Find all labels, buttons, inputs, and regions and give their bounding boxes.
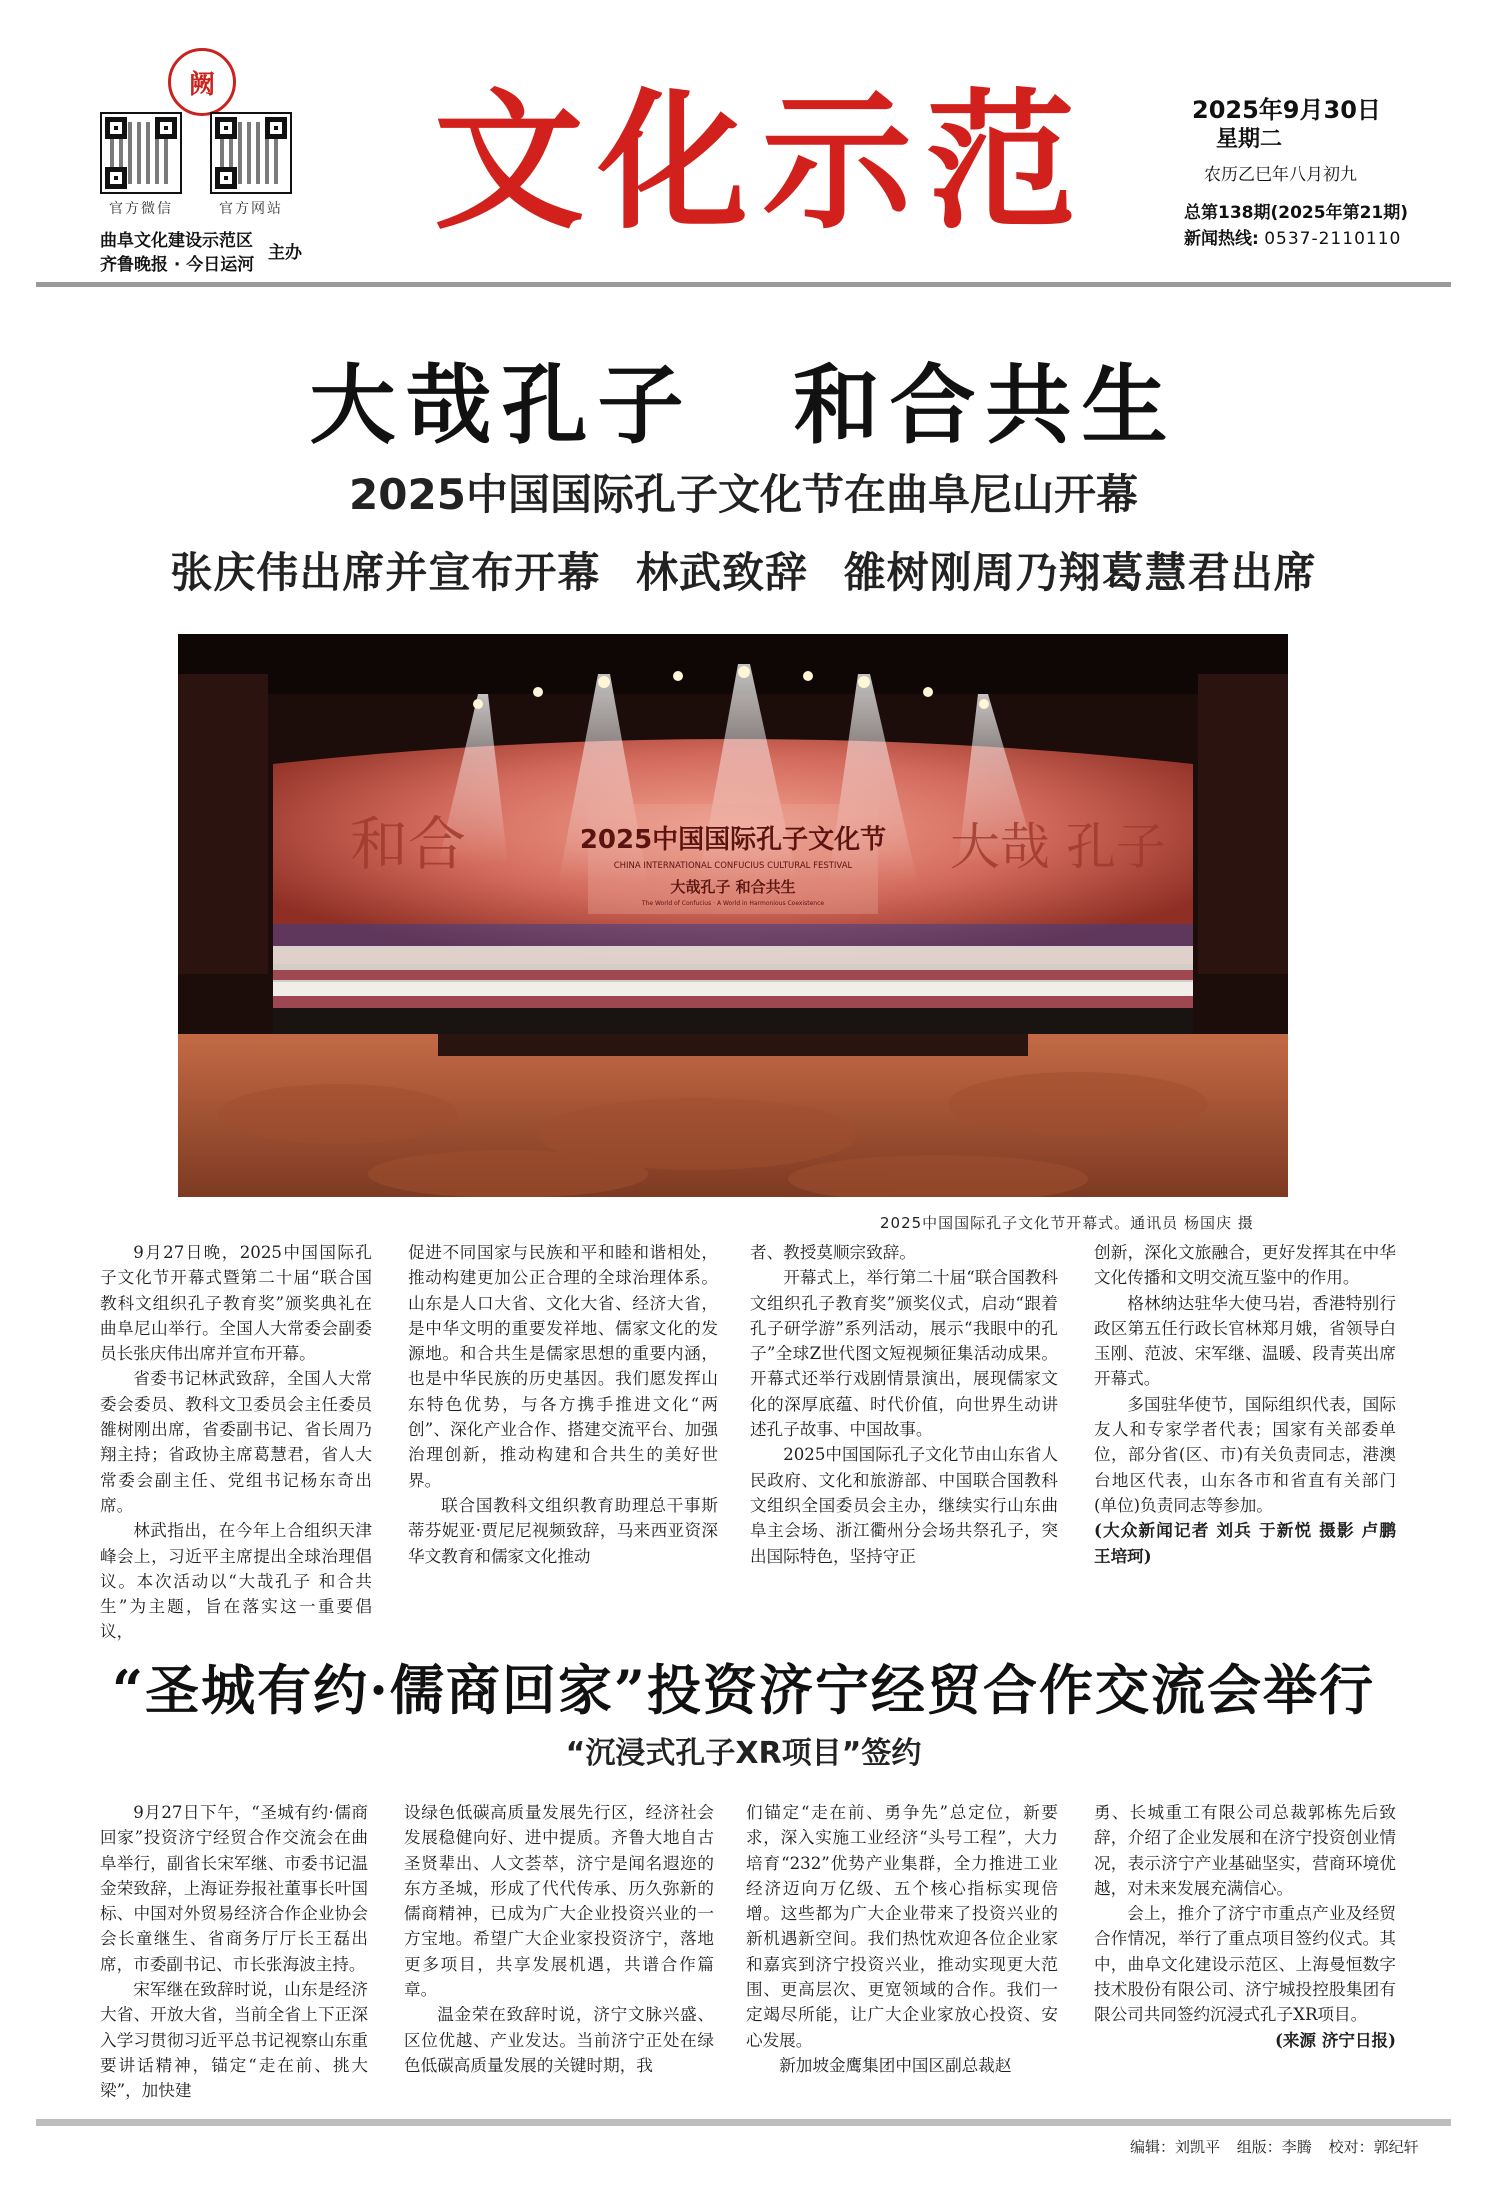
stage-title-en: CHINA INTERNATIONAL CONFUCIUS CULTURAL FESTIVAL <box>613 861 853 871</box>
lead-subheadline: 2025中国国际孔子文化节在曲阜尼山开幕 <box>349 470 1138 519</box>
article2-column-1 <box>100 1800 368 2104</box>
paragraph: 创新，深化文旅融合，更好发挥其在中华文化传播和文明交流互鉴中的作用。 <box>1094 1243 1396 1288</box>
newspaper-brand-title: 文化示范 <box>433 76 1090 250</box>
paragraph: 勇、长城重工有限公司总裁郭栋先后致辞，介绍了企业发展和在济宁投资创业情况，表示济宁产业基础坚实，营商环境优越，对未来发展充满信心。 <box>1094 1803 1396 1898</box>
article1-byline: (大众新闻记者 刘兵 于新悦 摄影 卢鹏 王培珂) <box>1094 1520 1396 1566</box>
footer-layout: 组版：李腾 <box>1236 2138 1312 2156</box>
issue-weekday: 星期二 <box>1216 127 1283 152</box>
qr-label-website: 官方网站 <box>219 201 283 217</box>
paragraph: 联合国教科文组织教育助理总干事斯蒂芬妮亚·贾尼尼视频致辞，马来西亚资深华文教育和儒家文化推动 <box>408 1495 718 1566</box>
article1-column-3 <box>750 1240 1058 1569</box>
paragraph: 会上，推介了济宁市重点产业及经贸合作情况，举行了重点项目签约仪式。其中，曲阜文化建设示范区、上海曼恒数字技术股份有限公司、济宁城投控股集团有限公司共同签约沉浸式孔子XR项目。 <box>1094 1904 1396 2025</box>
hotline-number[interactable]: 0537-2110110 <box>1264 229 1402 249</box>
masthead-divider <box>36 282 1451 287</box>
paragraph: 多国驻华使节，国际组织代表，国际友人和专家学者代表；国家有关部委单位，部分省(区、市)有关负责同志，港澳台地区代表，山东各市和省直有关部门(单位)负责同志等参加。 <box>1094 1394 1396 1515</box>
issue-date: 2025年9月30日 <box>1192 96 1381 124</box>
lead-headline: 大哉孔子 和合共生 <box>309 355 1178 456</box>
paragraph: 宋军继在致辞时说，山东是经济大省、开放大省，当前全省上下正深入学习贯彻习近平总书记视察山东重要讲话精神，锚定“走在前、挑大梁”，加快建 <box>100 1980 368 2101</box>
qr-code-wechat[interactable] <box>100 112 182 194</box>
paragraph: 设绿色低碳高质量发展先行区，经济社会发展稳健向好、进中提质。齐鲁大地自古圣贤辈出、人文荟萃，济宁是闻名遐迩的东方圣城，形成了代代传承、历久弥新的儒商精神，已成为广大企业投资兴业的一方宝地。希望广大企业家投资济宁，落地更多项目，共享发展机遇，共谱合作篇章。 <box>404 1803 714 2000</box>
paragraph: 林武指出，在今年上合组织天津峰会上，习近平主席提出全球治理倡议。本次活动以“大哉孔子 和合共生”为主题，旨在落实这一重要倡议， <box>100 1521 372 1642</box>
footer-divider <box>36 2119 1451 2126</box>
paragraph: 9月27日下午，“圣城有约·儒商回家”投资济宁经贸合作交流会在曲阜举行，副省长宋军继、市委书记温金荣致辞，上海证券报社董事长叶国标、中国对外贸易经济合作企业协会会长童继生、省商务厅厅长王磊出席，市委副书记、市长张海波主持。 <box>100 1803 368 1974</box>
photo-caption: 2025中国国际孔子文化节开幕式。通讯员 杨国庆 摄 <box>880 1214 1254 1232</box>
article2-column-3 <box>746 1800 1058 2078</box>
news-hotline <box>1184 224 1401 249</box>
lunar-date: 农历乙巳年八月初九 <box>1204 165 1357 185</box>
footer-proof: 校对：郭纪轩 <box>1328 2138 1419 2156</box>
sponsor-1: 曲阜文化建设示范区 <box>100 231 253 251</box>
paragraph: 开幕式上，举行第二十届“联合国教科文组织孔子教育奖”颁奖仪式，启动“跟着孔子研学游”系列活动，展示“我眼中的孔子”全球Z世代图文短视频征集活动成果。开幕式还举行戏剧情景演出，展现儒家文化的深厚底蕴、时代价值，向世界生动讲述孔子故事、中国故事。 <box>750 1268 1058 1440</box>
performers-crowd <box>273 924 1193 1038</box>
article2-headline: “圣城有约·儒商回家”投资济宁经贸合作交流会举行 <box>112 1658 1375 1722</box>
qr-label-wechat: 官方微信 <box>109 201 173 217</box>
article2-column-2 <box>404 1800 714 2078</box>
paragraph: 格林纳达驻华大使马岩，香港特别行政区第五任行政长官林郑月娥，省领导白玉刚、范波、宋军继、温暖、段青英出席开幕式。 <box>1094 1293 1396 1389</box>
paragraph: 新加坡金鹰集团中国区副总裁赵 <box>779 2055 1012 2075</box>
paragraph: 者、教授莫顺宗致辞。 <box>750 1243 916 1262</box>
paragraph: 2025中国国际孔子文化节由山东省人民政府、文化和旅游部、中国联合国教科文组织全国委员会主办，继续实行山东曲阜主会场、浙江衢州分会场共祭孔子，突出国际特色，坚持守正 <box>750 1445 1058 1566</box>
masthead <box>0 0 1487 290</box>
article1-column-2 <box>408 1240 718 1569</box>
paragraph: 省委书记林武致辞，全国人大常委会委员、教科文卫委员会主任委员雒树刚出席，省委副书记、省长周乃翔主持；省政协主席葛慧君，省人大常委会副主任、党组书记杨东奇出席。 <box>100 1369 372 1515</box>
stage-left-calligraphy: 和合 <box>349 810 467 878</box>
footer-editor: 编辑：刘凯平 <box>1130 2138 1221 2156</box>
paragraph: 们锚定“走在前、勇争先”总定位，新要求，深入实施工业经济“头号工程”，大力培育“232”优势产业集群，全力推进工业经济迈向万亿级、五个核心指标实现倍增。这些都为广大企业带来了投资兴业的新机遇新空间。我们热忱欢迎各位企业家和嘉宾到济宁投资兴业，推动实现更大范围、更高层次、更宽领域的合作。我们一定竭尽所能，让广大企业家放心投资、安心发展。 <box>746 1803 1058 2050</box>
logo-seal: 阙 <box>168 48 236 116</box>
article1-column-4 <box>1094 1240 1396 1569</box>
article2-column-4 <box>1094 1800 1396 2053</box>
article2-source: (来源 济宁日报) <box>1274 2029 1396 2050</box>
stage-motto: 大哉孔子 和合共生 <box>670 878 796 896</box>
qr-code-website[interactable] <box>210 112 292 194</box>
article2-subheadline: “沉浸式孔子XR项目”签约 <box>565 1736 922 1771</box>
paragraph: 温金荣在致辞时说，济宁文脉兴盛、区位优越、产业发达。当前济宁正处在绿色低碳高质量发展的关键时期，我 <box>404 2005 714 2075</box>
stage-right-calligraphy: 大哉 孔子 <box>950 818 1166 876</box>
sponsor-role: 主办 <box>268 243 302 263</box>
hotline-label: 新闻热线: <box>1184 229 1259 249</box>
page-footer <box>1130 2136 1419 2157</box>
stage-title: 2025中国国际孔子文化节 <box>579 825 887 855</box>
lead-subheadline-2: 张庆伟出席并宣布开幕 林武致辞 雒树刚周乃翔葛慧君出席 <box>170 548 1317 597</box>
lead-photo <box>178 634 1288 1197</box>
paragraph: 促进不同国家与民族和平和睦和谐相处，推动构建更加公正合理的全球治理体系。山东是人口大省、文化大省、经济大省，是中华文明的重要发祥地、儒家文化的发源地。和合共生是儒家思想的重要内涵，也是中华民族的历史基因。我们愿发挥山东特色优势，与各方携手推进文化“两创”、深化产业合作、搭建交流平台、加强治理创新，推动构建和合共生的美好世界。 <box>408 1243 718 1490</box>
paragraph: 9月27日晚，2025中国国际孔子文化节开幕式暨第二十届“联合国教科文组织孔子教育奖”颁奖典礼在曲阜尼山举行。全国人大常委会副委员长张庆伟出席并宣布开幕。 <box>100 1243 372 1364</box>
sponsor-2: 齐鲁晚报 · 今日运河 <box>100 255 255 275</box>
stage-motto-en: The World of Confucius · A World in Harmonious Coexistence <box>641 900 825 907</box>
article1-column-1 <box>100 1240 372 1645</box>
issue-number: 总第138期(2025年第21期) <box>1184 203 1408 223</box>
